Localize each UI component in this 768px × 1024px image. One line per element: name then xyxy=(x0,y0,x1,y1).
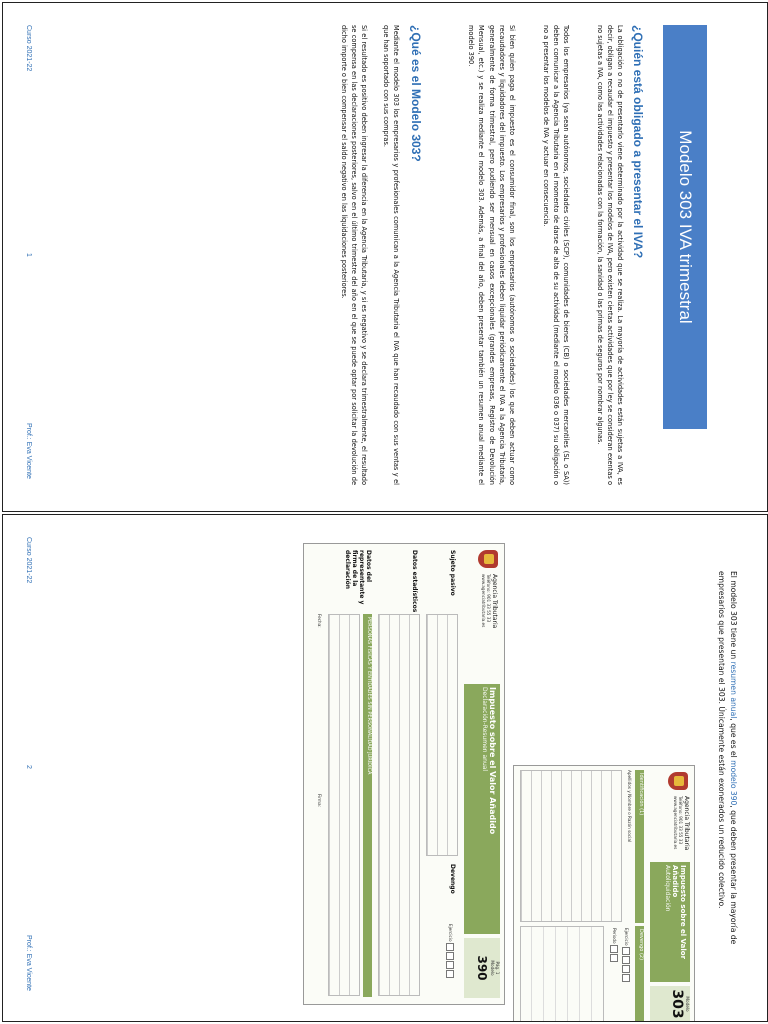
intro-text-c: , que es el xyxy=(729,718,738,761)
form-303-ident-lines xyxy=(520,770,622,922)
form-303-phone: Teléfono: 901 33 55 33 xyxy=(678,796,683,845)
form-390-pag: Pág. 1 xyxy=(495,961,500,975)
form-390-datos-label: Datos estadísticos xyxy=(411,550,418,613)
form-303-model-box xyxy=(650,986,690,1022)
footer-course: Curso 2021-22 xyxy=(25,25,32,72)
form-390-fecha: Fecha: xyxy=(317,614,322,628)
form-390-web: www.agenciatributaria.es xyxy=(480,574,486,628)
form-303-devengo-header: Devengo (2) xyxy=(635,926,644,1022)
form-390-model-label: Modelo xyxy=(489,960,495,976)
form-390-datos-fields xyxy=(378,614,420,996)
footer-page-number-2: 2 xyxy=(25,765,32,769)
form-303-devengo-lines xyxy=(520,926,604,1022)
form-390-title-block xyxy=(464,684,500,934)
footer-author: Prof.: Eva Vicente xyxy=(25,423,32,479)
form-390-agency: Agencia Tributaria xyxy=(491,574,498,629)
form-303-periodo-label: Periodo xyxy=(610,928,618,962)
page-1-content xyxy=(3,3,767,511)
form-390-sujeto-fields xyxy=(426,614,458,856)
form-303-model-label: Modelo xyxy=(685,996,690,1012)
form-303-title-block xyxy=(650,862,690,982)
intro-text-a: El modelo 303 tiene un xyxy=(729,571,738,662)
form-303-agency: Agencia Tributaria xyxy=(683,796,690,851)
form-390-representante-fields xyxy=(328,614,360,996)
form-303-web: www.agenciatributaria.es xyxy=(672,796,678,850)
form-390-image xyxy=(303,543,505,1005)
spain-crest-icon xyxy=(668,772,688,790)
intro-highlight-390: modelo 390 xyxy=(729,760,738,806)
document-title: Modelo 303 IVA trimestral xyxy=(663,25,707,429)
section-heading-what: ¿Qué es el Modelo 303? xyxy=(409,25,423,162)
intro-highlight-resumen: resumen anual xyxy=(729,661,738,719)
document-page-2 xyxy=(2,514,768,1022)
form-303-apellidos-label: Apellidos y Nombre o Razón social xyxy=(627,770,632,843)
footer-course-2: Curso 2021-22 xyxy=(25,537,32,584)
page-2-content xyxy=(3,515,767,1021)
form-303-image xyxy=(513,765,695,1022)
form-390-tax-title: Impuesto sobre el Valor Añadido xyxy=(488,687,497,835)
form-390-sujeto-label: Sujeto pasivo xyxy=(449,550,456,596)
form-303-model-number: 303 xyxy=(668,989,685,1019)
form-303-ejercicio-label: Ejercicio xyxy=(622,928,630,982)
paragraph-3: Si bien quien paga el impuesto es el consumidor final, son los empresarios (autónomos o sociedades) los que deben actuar como recaudadores y liquidadores del impuesto. Los empresarios y profesionales deben liquidar periódicamente el IVA a la Agencia Tributaria, generalmente de forma trimestral, pero pudiendo ser mensual en casos excepcionales (grandes empresas, Registro de Devolución Mensual, etc.) y se realiza mediante el modelo 303. Además, a final del año, deben presentar también un resumen anual mediante el modelo 390. xyxy=(467,25,516,485)
section-heading-who: ¿Quién está obligado a presentar el IVA? xyxy=(631,25,645,259)
intro-paragraph xyxy=(715,571,739,971)
footer-page-number: 1 xyxy=(25,253,32,257)
paragraph-1: La obligación o no de presentarlo viene determinado por la actividad que se realiza. La mayoría de actividades están sujetas a IVA, es decir, obligan a recaudar el impuesto y presentar los modelos de IVA, pero existen ciertas actividades que por ley se consideran exentas o no sujetas a IVA, como las actividades relacionadas con la formación, la sanidad o las primas de seguros por nombrar algunas. xyxy=(595,25,624,485)
form-390-model-number: 390 xyxy=(475,955,490,981)
paragraph-5: Si el resultado es positivo deben ingresar la diferencia en la Agencia Tributaria, y si es negativo y se declara trimestralmente, el resultado se compensa en las declaraciones posteriores, salvo en el último trimestre del año en el que se puede optar por solicitar la devolución de dicho importe o bien compensar el saldo negativo en las liquidaciones posteriores. xyxy=(339,25,368,485)
paragraph-4: Mediante el modelo 303 los empresarios y profesionales comunican a la Agencia Tributaria el IVA que han recaudado con sus ventas y el que han soportado con sus compras. xyxy=(381,25,400,485)
intro-text-e: , que deben presentar la mayoría de empresarios que presentan el 303. Únicamente están exonerados un reducido colectivo. xyxy=(716,571,738,945)
form-390-phone: Teléfono: 901 33 55 33 xyxy=(486,574,491,623)
form-303-subtitle: Autoliquidación xyxy=(664,865,671,912)
document-page-1 xyxy=(2,2,768,512)
form-303-tax-title: Impuesto sobre el Valor Añadido xyxy=(671,865,687,960)
form-390-personas-header: PERSONAS FÍSICAS Y ENTIDADES SIN PERSONALIDAD JURÍDICA xyxy=(363,614,372,997)
form-390-ejercicio-label: Ejercicio xyxy=(446,924,454,978)
form-390-representante-label: Datos del representante y firma de la declaración xyxy=(344,550,372,605)
form-390-devengo-label: Devengo xyxy=(449,864,456,894)
spain-crest-icon-390 xyxy=(478,550,498,568)
form-390-model-box xyxy=(464,938,500,998)
paragraph-2: Todos los empresarios (ya sean autónomos, sociedades civiles (SCP), comunidades de bienes (CB) o sociedades mercantiles (SL o SA)) deben comunicar a la Agencia Tributaria en el momento de darse de alta de su actividad (mediante el modelo 036 o 037) su obligación o no a presentar los modelos de IVA y actuar en consecuencia. xyxy=(541,25,570,485)
form-390-firma: Firma: xyxy=(317,794,322,807)
form-390-subtitle: Declaración-Resumen anual xyxy=(481,687,488,772)
form-303-ident-header: Identificación (1) xyxy=(635,770,644,923)
footer-author-2: Prof.: Eva Vicente xyxy=(25,935,32,991)
